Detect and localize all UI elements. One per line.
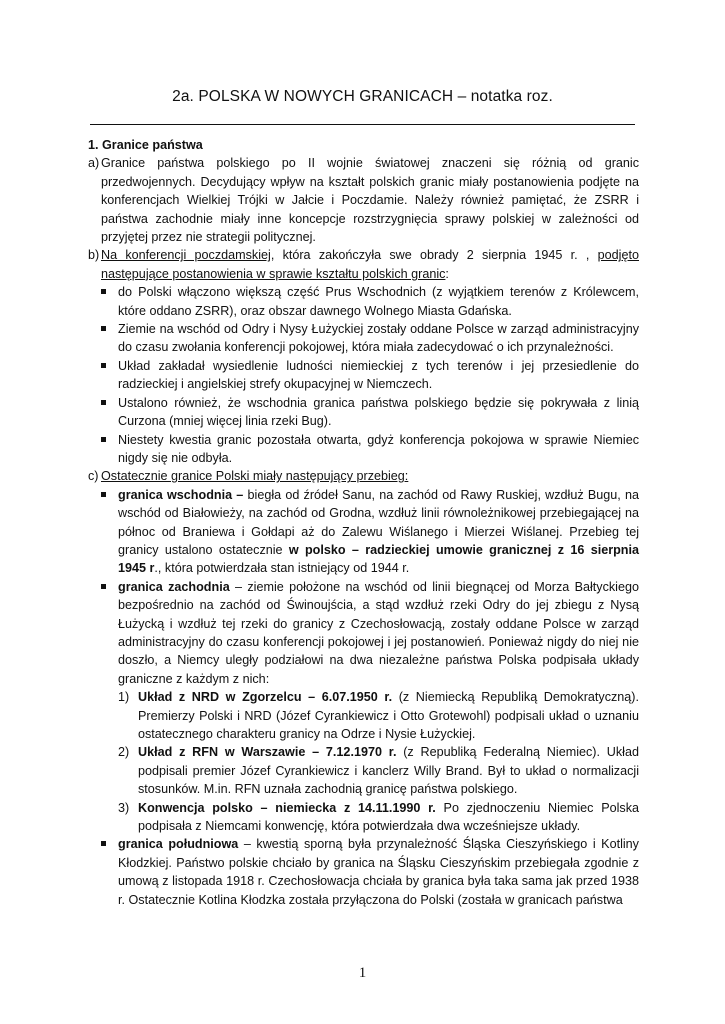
paragraph-a-text: Granice państwa polskiego po II wojnie światowej znaczeni się różnią od granic przedwojennych. Decydujący wpływ na kształt polskich granic miały postanowienia podjęte na konferencjach Wielkiej Trójki w Jałcie i Poczdamie. Należy również pamiętać, że ZSRR i państwa zachodnie miały inne koncepcje rozstrzygnięcia sprawy polskiej w zależności od przyjętej przez nie strategii politycznej.: [101, 156, 639, 245]
eastern-border-heading: granica wschodnia –: [118, 487, 244, 502]
treaty-number: 1): [118, 690, 130, 705]
paragraph-a-label: a): [88, 156, 100, 171]
paragraph-b-text: , która zakończyła swe obrady 2 sierpnia 1945 r. ,: [270, 248, 598, 263]
paragraph-b-colon: :: [445, 266, 449, 281]
paragraph-c: [88, 467, 639, 485]
western-border-text: – ziemie położone na wschód od linii biegnącej od Morza Bałtyckiego bezpośrednio na zachód od Świnoujścia, a stąd wzdłuż rzeki Odry do jej zbiegu z Nysą Łużycką i wzdłuż tej rzeki do granicy z Czechosłowacją, zostały oddane Polsce w zarząd administracyjny do czasu konferencji pokojowej i jej postanowień. Ponieważ nigdy do niej nie doszło, a Niemcy uległy podziałowi na dwa niezależne państwa Polska podpisała układy graniczne z każdym z nich:: [118, 579, 639, 686]
list-item: Ziemie na wschód od Odry i Nysy Łużyckiej zostały oddane Polsce w zarząd administracyjny do czasu zwołania konferencji pokojowej, która miała zadecydować o ich przynależności.: [118, 320, 639, 357]
southern-border-text: – kwestią sporną była przynależność Śląska Cieszyńskiego i Kotliny Kłodzkiej. Państwo polskie chciało by granica na Śląsku Cieszyńskim przebiegała zgodnie z umową z listopada 1918 r. Czechosłowacja chciała by granica była taka sama jak przed 1938 r. Ostatecznie Kotlina Kłodzka została przyłączona do Polski (została w granicach państwa: [118, 837, 639, 907]
page-title: 2a. POLSKA W NOWYCH GRANICACH – notatka roz.: [172, 88, 553, 105]
southern-border-item: [118, 835, 639, 909]
treaty-text: Po zjednoczeniu Niemiec Polska podpisała z Niemcami konwencję, która potwierdzała dwa wcześniejsze układy.: [138, 800, 640, 834]
treaty-item: [118, 688, 639, 743]
list-item: do Polski włączono większą część Prus Wschodnich (z wyjątkiem terenów z Królewcem, które oddano ZSRR), oraz obszar dawnego Wolnego Miasta Gdańska.: [118, 283, 639, 320]
page-number: 1: [358, 965, 367, 981]
western-border-heading: granica zachodnia: [118, 579, 230, 594]
treaty-text: (z Republiką Federalną Niemiec). Układ podpisali premier Józef Cyrankiewicz i kanclerz Willy Brand. Był to układ o normalizacji stosunków. M.in. RFN uznała zachodnią granicę państwa polskiego.: [138, 745, 639, 797]
treaty-number: 3): [118, 800, 130, 815]
treaty-item: [118, 799, 640, 836]
southern-border-heading: granica południowa: [118, 837, 239, 852]
borders-list: [88, 486, 639, 909]
eastern-border-treaty: w polsko – radzieckiej umowie granicznej z 16 sierpnia 1945 r: [118, 542, 639, 576]
section-heading: 1. Granice państwa: [88, 138, 203, 152]
potsdam-decisions-list: [88, 283, 639, 467]
paragraph-b-label: b): [88, 248, 100, 263]
paragraph-c-text: Ostatecznie granice Polski miały następujący przebieg:: [101, 469, 409, 484]
potsdam-conference-underlined: Na konferencji poczdamskiej: [101, 248, 271, 263]
paragraph-b: [88, 246, 639, 283]
list-item: Układ zakładał wysiedlenie ludności niemieckiej z tych terenów i jej przesiedlenie do radzieckiej i angielskiej strefy okupacyjnej w Niemczech.: [118, 357, 639, 394]
document-body: [88, 136, 639, 909]
western-border-item: [118, 578, 639, 836]
treaty-text: (z Niemiecką Republiką Demokratyczną). Premierzy Polski i NRD (Józef Cyrankiewicz i Otto Grotewohl) podpisali układ o uznaniu ostatecznego charakteru granicy na Odrze i Nysie Łużyckiej.: [138, 690, 639, 741]
treaty-title: Układ z RFN w Warszawie – 7.12.1970 r.: [138, 745, 397, 760]
eastern-border-item: [118, 486, 639, 578]
title-underline-divider: [90, 124, 635, 125]
decisions-underlined: podjęto następujące postanowienia w sprawie kształtu polskich granic: [101, 248, 639, 281]
treaty-number: 2): [118, 745, 130, 760]
eastern-border-text: biegła od źródeł Sanu, na zachód od Rawy Ruskiej, wzdłuż Bugu, na wschód od Białowieży, na zachód od Grodna, wzdłuż linii równoleżnikowej przebiegającej na północ od Braniewa i Gołdapi aż do Zalewu Wiślanego i Mierzei Wiślanej. Przebieg tej granicy ustalono ostatecznie: [118, 487, 639, 557]
list-item: Ustalono również, że wschodnia granica państwa polskiego będzie się pokrywała z linią Curzona (mniej więcej linia rzeki Bug).: [118, 394, 639, 431]
treaty-title: Układ z NRD w Zgorzelcu – 6.07.1950 r.: [138, 690, 393, 705]
treaties-list: [118, 688, 639, 835]
eastern-border-text-end: ., która potwierdzała stan istniejący od 1944 r.: [154, 561, 410, 576]
treaty-item: [118, 743, 639, 798]
list-item: Niestety kwestia granic pozostała otwarta, gdyż konferencja pokojowa w sprawie Niemiec nigdy się nie odbyła.: [118, 431, 639, 468]
paragraph-a: [88, 154, 639, 246]
paragraph-c-label: c): [88, 469, 99, 484]
treaty-title: Konwencja polsko – niemiecka z 14.11.1990 r.: [138, 800, 436, 815]
